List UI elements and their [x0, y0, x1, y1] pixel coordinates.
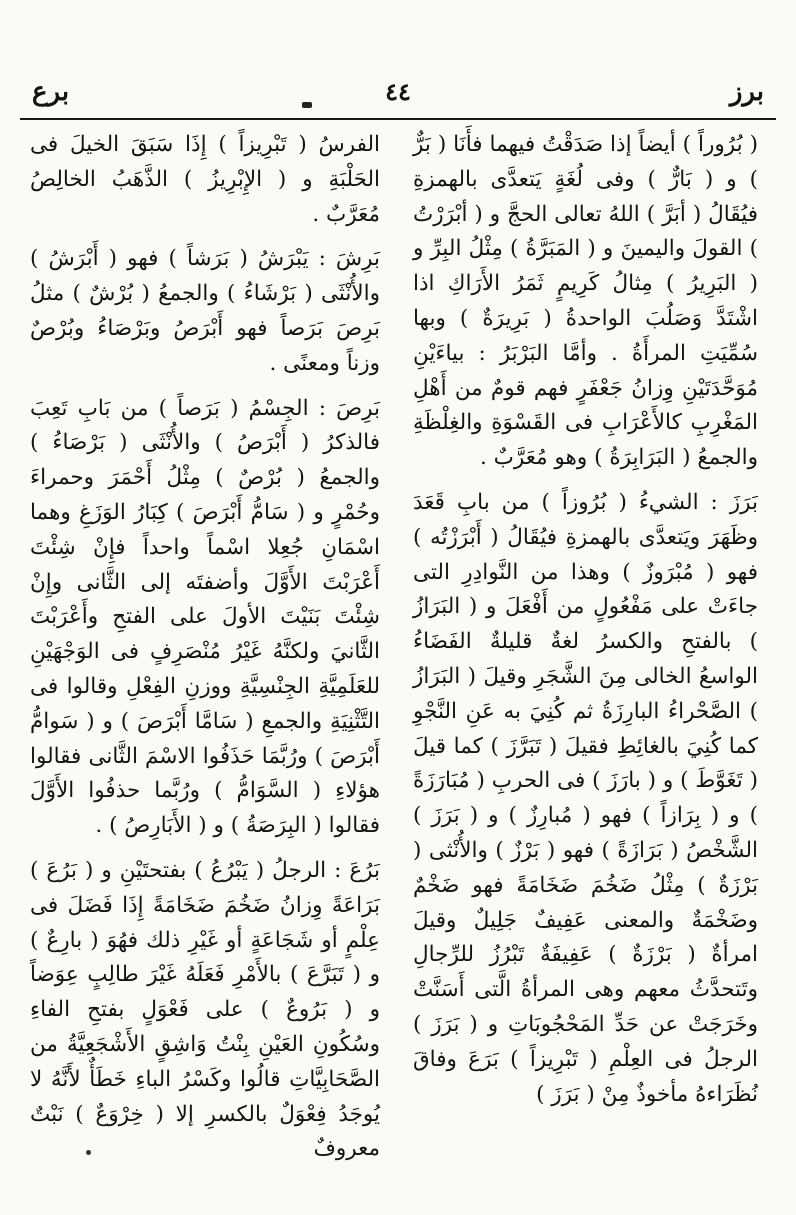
header-left-word: برع — [32, 77, 70, 107]
entry-paragraph: بَرُعَ : الرجلُ ( يَبْرُعُ ) بفتحتَيْنِ و ( بَرُعَ ) بَرَاعَةً وِزانُ ضَخُمَ ضَخَامَةً إِذَا فَضَلَ فى عِلْمٍ أو شَجَاعَةٍ أو غَيْرِ ذلك فهُوَ ( بارِعٌ ) و ( تَبَرَّعَ ) بالأَمْرِ فَعَلَهُ غَيْرَ طالِبٍ عِوَضاً و ( بَرُوعٌ ) على فَعْوَلٍ بفتحِ الفاءِ وسُكُونِ العَيْنِ بِنْتُ وَاشِقٍ الأَشْجَعِيَّةُ من الصَّحَابِيَّاتِ قالُوا وكَسْرُ الباءِ خَطَأٌ لأَنَّهُ لا يُوجَدُ فِعْوَلٌ بالكسرِ إلا ( خِرْوَعٌ ) نَبْتٌ معروفٌ — [30, 857, 380, 1162]
header-mark — [302, 102, 312, 108]
left-column — [30, 128, 380, 1167]
header-rule — [20, 118, 776, 120]
page-number: ٤٤ — [385, 77, 411, 106]
entry-paragraph: بَرِشَ : يَبْرَشُ ( بَرَشاً ) فهو ( أَبْرَشُ ) والأُنْثَى ( بَرْشَاءُ ) والجمعُ ( بُرْشٌ ) مثلُ بَرِصَ بَرَصاً فهو أَبْرَصُ وبَرْصَاءُ وبُرْصٌ وزناً ومعنًى . — [30, 246, 380, 376]
entry-paragraph: بَرِصَ : الجِسْمُ ( بَرَصاً ) من بَابِ تَعِبَ فالذكرُ ( أَبْرَصُ ) والأُنْثَى ( بَرْصَاءُ ) والجمعُ ( بُرْصٌ ) مِثْلُ أَحْمَرَ وحمراءَ وحُمْرٍ و ( سَامُّ أَبْرَصَ ) كِبَارُ الوَزَغِ وهما اسْمَانِ جُعِلا اسْماً واحداً فإِنْ شِئْتَ أَعْرَبْتَ الأَوَّلَ وأضفتَه إلى الثَّانى وإِنْ شِئْتَ بَنَيْتَ الأولَ على الفتحِ وأَعْرَبْتَ الثَّانيَ ولكنَّهُ غَيْرُ مُنْصَرِفٍ فى الوَجْهَيْنِ للعَلَمِيَّةِ الجِنْسِيَّةِ ووزنِ الفِعْلِ وقالوا فى التَّثْنِيَةِ والجمعِ ( سَامَّا أَبْرَصَ ) و ( سَوامُّ أَبْرَصَ ) ورُبَّمَا حَذَفُوا الاسْمَ الثَّانى فقالوا هؤلاءِ ( السَّوَامُّ ) ورُبَّما حذفُوا الأَوَّلَ فقالوا ( البِرَصَةُ ) و ( الأَبَارِصُ ) . — [30, 395, 380, 839]
entry-paragraph: بَرَزَ : الشيءُ ( بُرُوزاً ) من بابِ قَعَدَ وظَهَرَ ويَتعدَّى بالهمزةِ فيُقَالُ ( أَبْرَزْتُه ) فهو ( مُبْرَوزٌ ) وهذا من النَّوادِرِ التى جاءَتْ على مَفْعُولٍ من أَفْعَلَ و ( البَرَازُ ) بالفتحِ والكسرُ لغةٌ قليلةٌ الفَضَاءُ الواسعُ الخالى مِنَ الشَّجَرِ وقيلَ ( البَرَازُ ) الصَّحْراءُ البارِزَةُ ثم كُنِيَ به عَنِ النَّجْوِ كما كُنِيَ بالغائِطِ فقيلَ ( تَبَرَّزَ ) كما قيلَ ( تَغَوَّطَ ) و ( بارَزَ ) فى الحربِ ( مُبَارَزَةً ) و ( بِرَازاً ) فهو ( مُبارِزٌ ) و ( بَرَزَ ) الشَّخْصُ ( بَرَازَةً ) فهو ( بَرْزٌ ) والأُنْثى ( بَرْزَةٌ ) مِثْلُ ضَخُمَ ضَخَامَةً فهو ضَخْمٌ وضَخْمَةٌ والمعنى عَفِيفٌ جَلِيلٌ وقيلَ امرأةٌ ( بَرْزَةٌ ) عَفِيفَةٌ تَبْرُزُ للرِّجالِ وتَتحدَّثُ معهم وهى المرأةُ الَّتى أَسَنَّتْ وخَرَجَتْ عن حَدِّ المَحْجُوبَاتِ و ( بَرَزَ ) الرجلُ فى العِلْمِ ( تَبْرِيزاً ) بَرَعَ وفاقَ نُظَرَاءهُ مأخوذٌ مِنْ ( بَرَزَ ) — [413, 489, 758, 1107]
header-right-word: برز — [729, 77, 764, 107]
page-header — [28, 72, 768, 116]
entry-paragraph: الفرسُ ( تَبْرِيزاً ) إِذَا سَبَقَ الخيلَ فى الحَلْبَةِ و ( الإِبْرِيزُ ) الذَّهَبُ الخالِصُ مُعَرَّبٌ . — [30, 132, 380, 227]
page-speck — [86, 1150, 91, 1155]
right-column — [413, 128, 758, 1112]
entry-paragraph: ( بُرُوراً ) أيضاً إذا صَدَقْتُ فيهما فأَنَا ( بَرٌّ ) و ( بَارٌّ ) وفى لُغَةٍ يَتعدَّى بالهمزةِ فيُقَالُ ( أبَرَّ ) اللهُ تعالى الحجَّ و ( أبْرَرْتُ ) القولَ واليمينَ و ( المَبَرَّةُ ) مِثْلُ البِرِّ و ( البَرِيرُ ) مِثالُ كَرِيمٍ ثَمَرُ الأَرَاكِ اذا اشْتَدَّ وَصَلُبَ الواحدةُ ( بَرِيرَةٌ ) وبها سُمِّيَتِ المرأَةُ . وأمَّا البَرْبَرُ : بياءَيْنِ مُوَحَّدَتَيْنِ وِزانُ جَعْفَرٍ فهم قومٌ من أَهْلِ المَغْرِبِ كالأَعْرَابِ فى القَسْوَةِ والغِلْظَةِ والجمعُ ( البَرَابِرَةُ ) وهو مُعَرَّبٌ . — [413, 132, 758, 471]
